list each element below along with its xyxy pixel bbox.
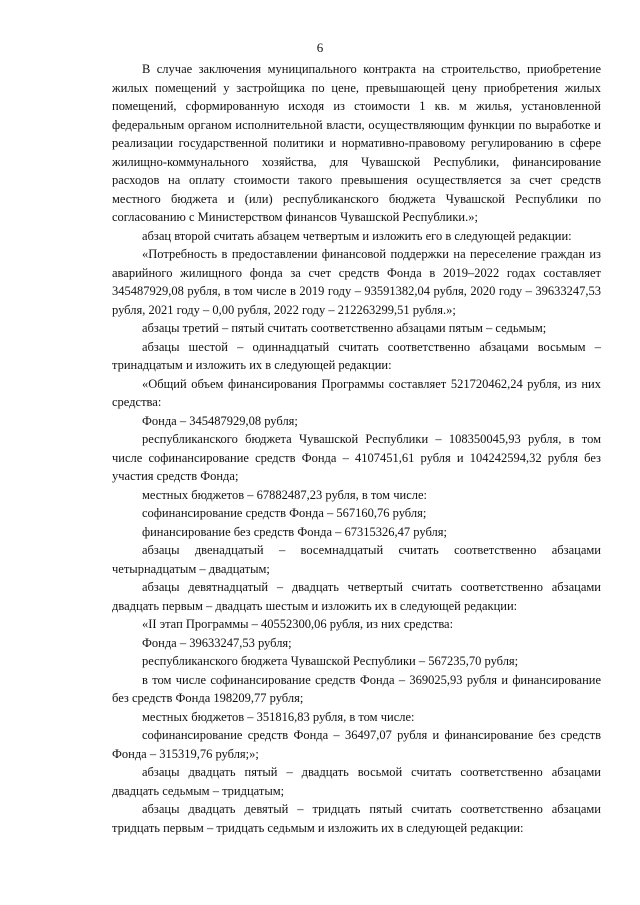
paragraph-21: абзацы двадцать девятый – тридцать пятый считать соответственно абзацами тридцать первым – тридцать седьмым и изложить их в следующей редакции: [112, 802, 601, 835]
paragraph-17: в том числе софинансирование средств Фонда – 369025,93 рубля и финансирование без средств Фонда 198209,77 рубля; [112, 672, 601, 705]
paragraph-11: финансирование без средств Фонда – 67315326,47 рубля; [142, 524, 447, 539]
paragraph-16: республиканского бюджета Чувашской Республики – 567235,70 рубля; [142, 654, 519, 668]
document-body [112, 60, 601, 837]
paragraph-8: республиканского бюджета Чувашской Республики – 108350045,93 рубля, в том числе софинансирование средств Фонда – 4107451,61 рубля и 104242594,32 рубля без участия средств Фонда; [112, 432, 601, 483]
paragraph-19: софинансирование средств Фонда – 36497,07 рубля и финансирование без средств Фонда – 315319,76 рубля;»; [112, 728, 601, 761]
paragraph-4: абзацы третий – пятый считать соответственно абзацами пятым – седьмым; [142, 321, 547, 335]
paragraph-7: Фонда – 345487929,08 рубля; [142, 413, 298, 428]
paragraph-6: «Общий объем финансирования Программы составляет 521720462,24 рубля, из них средства: [112, 376, 601, 409]
paragraph-20: абзацы двадцать пятый – двадцать восьмой считать соответственно абзацами двадцать седьмым – тридцатым; [112, 765, 601, 798]
page-number: 6 [316, 40, 324, 55]
paragraph-14: «II этап Программы – 40552300,06 рубля, из них средства: [142, 617, 454, 631]
paragraph-3: «Потребность в предоставлении финансовой поддержки на переселение граждан из аварийного жилищного фонда за счет средств Фонда в 2019–2022 годах составляет 345487929,08 рубля, в том числе в 2019 году – 93591382,04 рубля, 2020 году – 39633247,53 рубля, 2021 году – 0,00 рубля, 2022 году – 212263299,51 рубля.»; [112, 247, 601, 317]
paragraph-5: абзацы шестой – одиннадцатый считать соответственно абзацами восьмым – тринадцатым и изложить их в следующей редакции: [112, 339, 601, 372]
paragraph-1: В случае заключения муниципального контракта на строительство, приобретение жилых помещений у застройщика по цене, превышающей цену приобретения жилых помещений, сформированную исходя из стоимости 1 кв. м жилья, установленной федеральным органом исполнительной власти, осуществляющим функции по выработке и реализации государственной политики и нормативно-правовому регулированию в сфере жилищно-коммунального хозяйства, для Чувашской Республики, финансирование расходов на оплату стоимости такого превышения осуществляется за счет средств местного бюджета и (или) республиканского бюджета Чувашской Республики по согласованию с Министерством финансов Чувашской Республики.»; [112, 62, 601, 224]
paragraph-13: абзацы девятнадцатый – двадцать четвертый считать соответственно абзацами двадцать первым – двадцать шестым и изложить их в следующей редакции: [112, 580, 601, 613]
paragraph-9: местных бюджетов – 67882487,23 рубля, в том числе: [142, 487, 427, 502]
paragraph-15: Фонда – 39633247,53 рубля; [142, 635, 292, 650]
paragraph-2: абзац второй считать абзацем четвертым и изложить его в следующей редакции: [142, 228, 572, 243]
paragraph-18: местных бюджетов – 351816,83 рубля, в том числе: [142, 709, 415, 724]
paragraph-12: абзацы двенадцатый – восемнадцатый считать соответственно абзацами четырнадцатым – двадцатым; [112, 543, 601, 576]
paragraph-10: софинансирование средств Фонда – 567160,76 рубля; [142, 506, 427, 520]
